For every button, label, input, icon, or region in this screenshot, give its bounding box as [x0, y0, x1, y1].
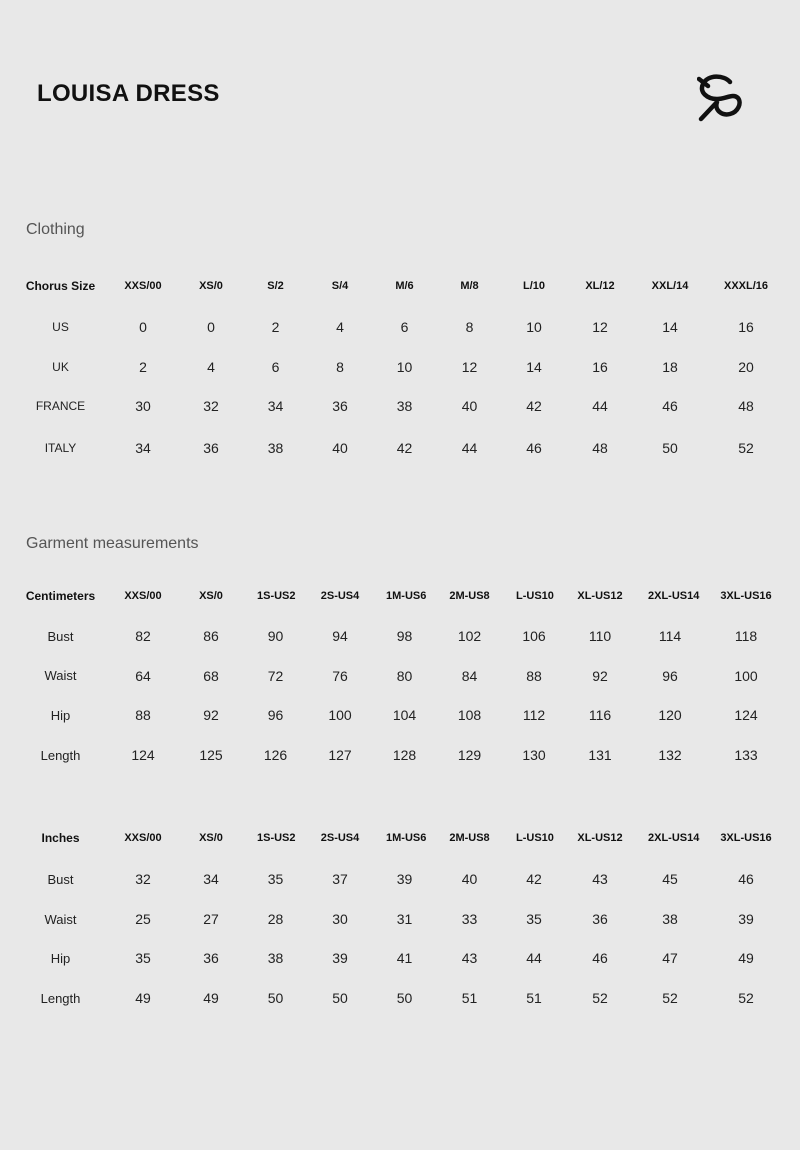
table-cell: 4 [336, 318, 344, 335]
table-cell: 131 [588, 747, 612, 763]
size-column-header: 2M-US8 [449, 590, 490, 602]
table-row [0, 695, 800, 735]
table-cell: 42 [526, 871, 542, 887]
table-header-row [0, 818, 800, 858]
table-cell: 49 [738, 950, 754, 966]
table-cell: 32 [203, 398, 219, 414]
table-cell: 35 [267, 871, 284, 887]
table-cell: 18 [662, 358, 678, 375]
table-cell: 130 [522, 747, 546, 763]
row-label: Length [40, 747, 81, 763]
table-cell: 12 [461, 358, 478, 375]
table-header-row [0, 576, 800, 616]
table-cell: 0 [139, 318, 147, 335]
table-cell: 84 [461, 667, 478, 684]
size-column-header: S/2 [267, 280, 284, 292]
table-cell: 51 [461, 990, 478, 1006]
table-cell: 12 [592, 318, 608, 335]
table-cell: 34 [267, 398, 284, 414]
table-cell: 44 [592, 398, 608, 414]
table-cell: 41 [396, 950, 413, 966]
table-cell: 50 [332, 990, 348, 1006]
size-column-header: 2XL-US14 [648, 590, 700, 602]
table-cell: 132 [658, 747, 682, 763]
table-cell: 47 [662, 950, 678, 966]
table-cell: 42 [526, 398, 542, 414]
size-column-header: 1M-US6 [386, 590, 427, 602]
size-column-header: L-US10 [516, 590, 554, 602]
clothing-section-title: Clothing [26, 221, 85, 238]
table-row [0, 900, 800, 938]
page-title: LOUISA DRESS [37, 80, 220, 107]
size-column-header: XS/0 [199, 280, 223, 292]
table-cell: 110 [588, 628, 612, 644]
size-column-header: XXL/14 [651, 280, 689, 292]
table-cell: 14 [526, 358, 542, 375]
size-column-header: 2M-US8 [449, 832, 490, 844]
table-cell: 0 [207, 318, 215, 335]
row-label: Bust [47, 871, 74, 887]
table-cell: 125 [199, 747, 223, 763]
table-cell: 90 [267, 628, 284, 644]
table-cell: 92 [592, 667, 608, 684]
size-column-header: 3XL-US16 [720, 590, 772, 602]
table-cell: 92 [203, 707, 219, 723]
table-cell: 52 [662, 990, 678, 1006]
table-cell: 129 [457, 747, 482, 763]
table-row [0, 978, 800, 1018]
row-label: US [52, 319, 69, 334]
table-cell: 20 [738, 358, 754, 375]
table-cell: 48 [592, 440, 608, 456]
table-cell: 108 [457, 707, 482, 723]
size-column-header: XXS/00 [124, 832, 162, 844]
table-cell: 106 [522, 628, 546, 644]
table-cell: 32 [135, 871, 151, 887]
table-cell: 98 [396, 628, 413, 644]
table-cell: 8 [465, 318, 474, 335]
table-cell: 124 [734, 707, 758, 723]
centimeters-table [0, 576, 800, 775]
table-cell: 36 [203, 950, 219, 966]
table-cell: 96 [662, 667, 678, 684]
table-cell: 27 [203, 911, 219, 927]
table-cell: 25 [135, 911, 151, 927]
table-cell: 94 [332, 628, 348, 644]
table-row [0, 938, 800, 978]
size-column-header: M/6 [395, 280, 414, 292]
table-row [0, 386, 800, 426]
row-label: Hip [50, 950, 71, 966]
table-cell: 100 [734, 667, 758, 684]
size-column-header: 1S-US2 [257, 832, 296, 844]
table-cell: 52 [592, 990, 608, 1006]
table-cell: 124 [131, 747, 155, 763]
row-label: ITALY [44, 441, 77, 455]
row-label: UK [52, 359, 69, 374]
table-cell: 88 [526, 667, 542, 684]
table-cell: 46 [738, 871, 754, 887]
table-cell: 76 [332, 667, 348, 684]
table-row [0, 735, 800, 775]
row-label: Length [40, 990, 81, 1006]
table-corner-header: Chorus Size [25, 279, 96, 293]
table-cell: 30 [135, 398, 151, 414]
size-column-header: 3XL-US16 [720, 832, 772, 844]
table-cell: 31 [396, 911, 413, 927]
table-cell: 6 [271, 358, 280, 375]
table-cell: 36 [203, 440, 219, 456]
table-cell: 2 [271, 318, 280, 335]
size-column-header: XS/0 [199, 832, 223, 844]
table-cell: 16 [592, 358, 608, 375]
table-cell: 43 [592, 871, 608, 887]
table-row [0, 347, 800, 386]
table-cell: 49 [203, 990, 219, 1006]
table-cell: 38 [267, 950, 284, 966]
table-corner-header: Inches [41, 831, 80, 845]
table-cell: 10 [526, 318, 542, 335]
chorus-logo-icon [697, 74, 743, 122]
table-cell: 116 [588, 707, 612, 723]
table-cell: 51 [526, 990, 542, 1006]
table-cell: 88 [135, 707, 151, 723]
table-cell: 128 [392, 747, 417, 763]
row-label: Bust [47, 628, 74, 644]
table-cell: 50 [267, 990, 284, 1006]
table-cell: 50 [396, 990, 413, 1006]
garment-section-title: Garment measurements [26, 535, 199, 552]
row-label: Hip [50, 707, 71, 723]
clothing-size-table [0, 266, 800, 470]
table-cell: 38 [662, 911, 678, 927]
size-column-header: L-US10 [516, 832, 554, 844]
table-cell: 133 [734, 747, 758, 763]
table-cell: 38 [396, 398, 413, 414]
table-cell: 2 [139, 358, 147, 375]
table-cell: 40 [461, 398, 478, 414]
table-cell: 100 [328, 707, 352, 723]
table-cell: 44 [461, 440, 478, 456]
size-column-header: 2XL-US14 [648, 832, 700, 844]
table-cell: 10 [396, 358, 413, 375]
table-header-row [0, 266, 800, 306]
table-cell: 4 [207, 358, 215, 375]
table-row [0, 656, 800, 695]
table-cell: 86 [203, 628, 219, 644]
table-cell: 34 [135, 440, 151, 456]
size-column-header: XL/12 [585, 280, 615, 292]
size-column-header: XXXL/16 [723, 280, 769, 292]
table-cell: 64 [135, 667, 151, 684]
table-cell: 72 [267, 667, 284, 684]
table-cell: 40 [332, 440, 348, 456]
table-cell: 35 [135, 950, 151, 966]
table-cell: 126 [263, 747, 288, 763]
table-cell: 14 [662, 318, 678, 335]
table-row [0, 616, 800, 656]
table-row [0, 306, 800, 347]
table-cell: 114 [658, 628, 682, 644]
size-column-header: XXS/00 [124, 280, 162, 292]
table-cell: 36 [332, 398, 348, 414]
table-cell: 39 [332, 950, 348, 966]
size-column-header: 2S-US4 [320, 832, 360, 844]
size-column-header: S/4 [331, 280, 349, 292]
size-column-header: M/8 [460, 280, 479, 292]
size-column-header: XS/0 [199, 590, 223, 602]
table-cell: 48 [738, 398, 754, 414]
table-cell: 37 [332, 871, 348, 887]
table-cell: 102 [457, 628, 482, 644]
table-cell: 34 [203, 871, 219, 887]
table-cell: 8 [336, 358, 344, 375]
table-cell: 52 [738, 990, 754, 1006]
size-column-header: XL-US12 [577, 590, 623, 602]
table-cell: 46 [662, 398, 678, 414]
table-cell: 43 [461, 950, 478, 966]
table-cell: 16 [738, 318, 754, 335]
table-cell: 80 [396, 667, 413, 684]
size-column-header: 1S-US2 [257, 590, 296, 602]
table-cell: 35 [526, 911, 542, 927]
table-cell: 112 [522, 707, 546, 723]
size-column-header: 2S-US4 [320, 590, 360, 602]
table-cell: 33 [461, 911, 478, 927]
table-cell: 127 [328, 747, 352, 763]
table-cell: 39 [738, 911, 754, 927]
table-cell: 44 [526, 950, 542, 966]
table-cell: 82 [135, 628, 151, 644]
table-cell: 68 [203, 667, 219, 684]
size-column-header: XXS/00 [124, 590, 162, 602]
table-cell: 38 [267, 440, 284, 456]
table-corner-header: Centimeters [25, 589, 96, 603]
table-cell: 30 [332, 911, 348, 927]
table-cell: 52 [738, 440, 754, 456]
table-cell: 118 [734, 628, 758, 644]
table-cell: 96 [267, 707, 284, 723]
table-cell: 46 [526, 440, 542, 456]
table-cell: 104 [392, 707, 417, 723]
table-cell: 50 [662, 440, 678, 456]
table-cell: 42 [396, 440, 413, 456]
table-cell: 6 [400, 318, 409, 335]
size-column-header: XL-US12 [577, 832, 623, 844]
table-cell: 28 [267, 911, 284, 927]
size-column-header: L/10 [522, 280, 545, 292]
table-row [0, 858, 800, 900]
table-row [0, 426, 800, 470]
table-cell: 39 [396, 871, 413, 887]
row-label: FRANCE [35, 399, 86, 413]
table-cell: 40 [461, 871, 478, 887]
table-cell: 49 [135, 990, 151, 1006]
table-cell: 120 [658, 707, 682, 723]
table-cell: 45 [662, 871, 678, 887]
row-label: Waist [44, 668, 77, 683]
inches-table [0, 818, 800, 1018]
size-column-header: 1M-US6 [386, 832, 427, 844]
table-cell: 36 [592, 911, 608, 927]
table-cell: 46 [592, 950, 608, 966]
row-label: Waist [44, 911, 77, 927]
